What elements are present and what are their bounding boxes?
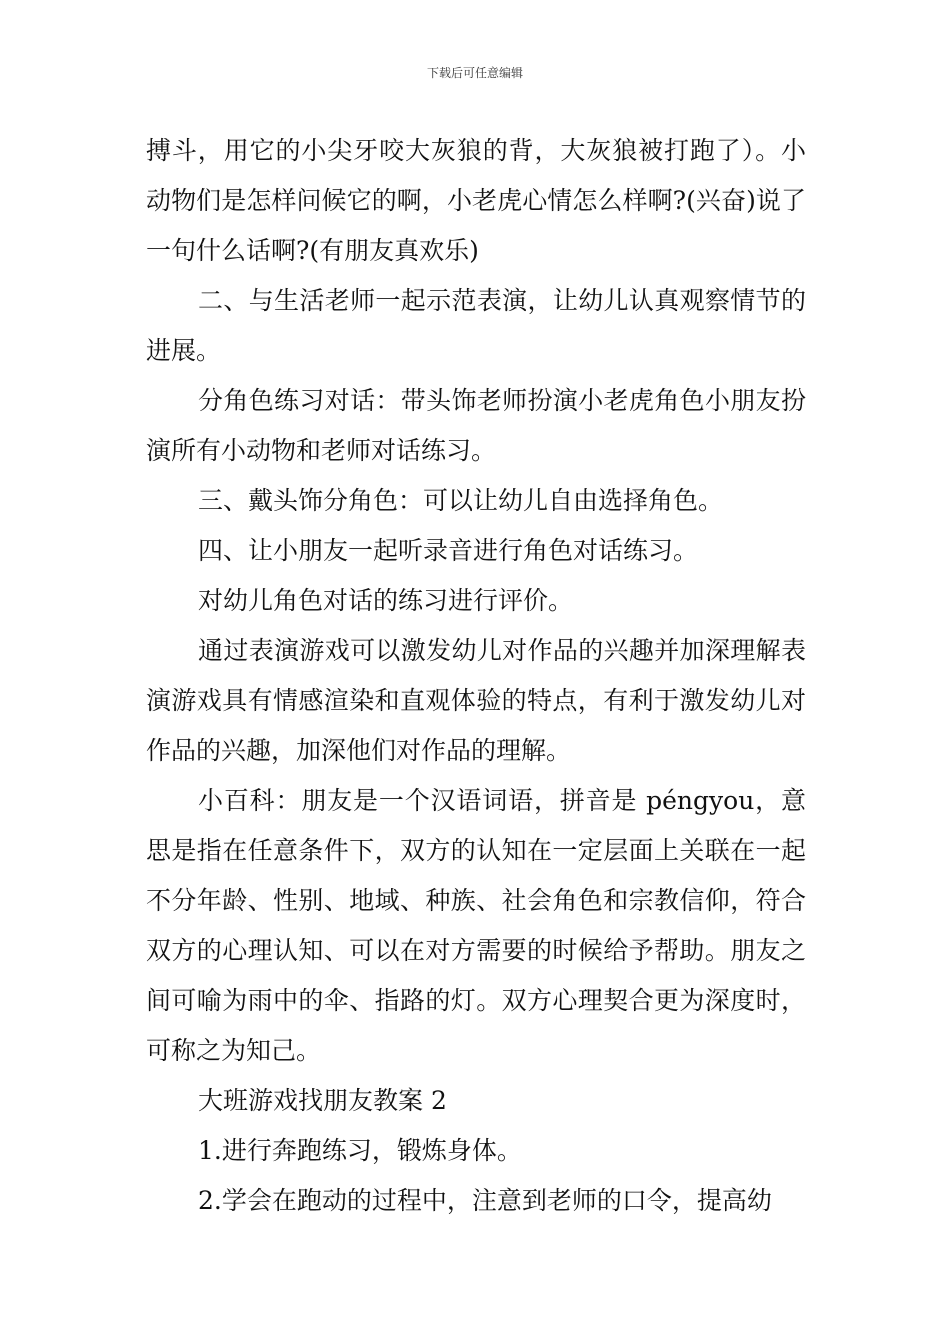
paragraph-5: 四、让小朋友一起听录音进行角色对话练习。 [198,536,699,565]
paragraph-4: 三、戴头饰分角色：可以让幼儿自由选择角色。 [198,486,724,515]
list-item-2: 2.学会在跑动的过程中，注意到老师的口令，提高幼 [198,1186,772,1215]
paragraph-6: 对幼儿角色对话的练习进行评价。 [198,586,574,615]
page-header: 下载后可任意编辑 [426,66,523,80]
paragraph-2: 二、与生活老师一起示范表演，让幼儿认真观察情节的进展。 [146,286,806,365]
paragraph-1: 搏斗，用它的小尖牙咬大灰狼的背，大灰狼被打跑了）。小动物们是怎样问候它的啊，小老虎心情怎么样啊?(兴奋)说了一句什么话啊?(有朋友真欢乐) [146,136,806,265]
paragraph-8: 小百科：朋友是一个汉语词语，拼音是 péngyou，意思是指在任意条件下，双方的认知在一定层面上关联在一起不分年龄、性别、地域、种族、社会角色和宗教信仰，符合双方的心理认知、可以在对方需要的时候给予帮助。朋友之间可喻为雨中的伞、指路的灯。双方心理契合更为深度时，可称之为知己。 [146,786,806,1065]
list-item-1: 1.进行奔跑练习，锻炼身体。 [198,1136,522,1165]
document-body [146,126,806,1226]
paragraph-3: 分角色练习对话：带头饰老师扮演小老虎角色小朋友扮演所有小动物和老师对话练习。 [146,386,806,465]
section-heading: 大班游戏找朋友教案 2 [198,1086,447,1115]
paragraph-7: 通过表演游戏可以激发幼儿对作品的兴趣并加深理解表演游戏具有情感渲染和直观体验的特点，有利于激发幼儿对作品的兴趣，加深他们对作品的理解。 [146,636,806,765]
